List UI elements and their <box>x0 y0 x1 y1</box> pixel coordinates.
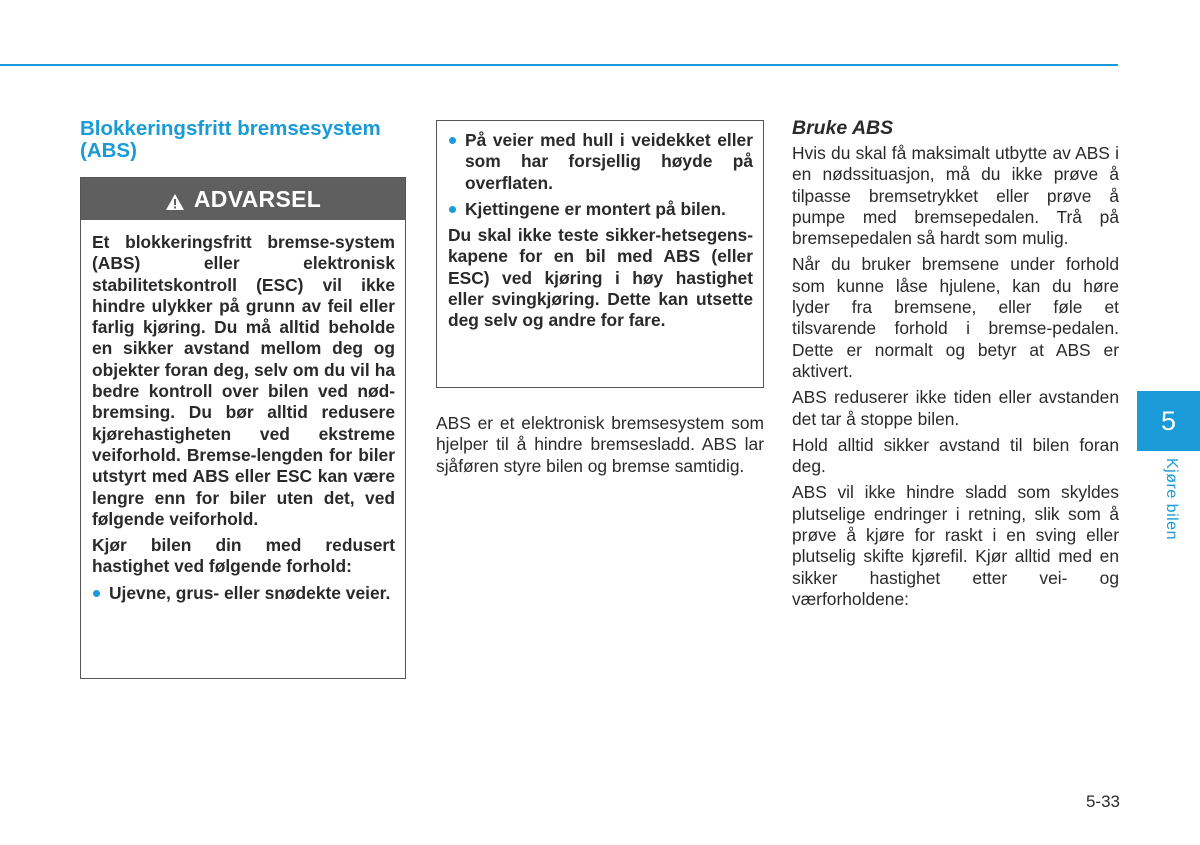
bullet-dot-icon <box>449 137 456 144</box>
chapter-number: 5 <box>1160 405 1177 436</box>
section-title: Blokkeringsfritt bremsesystem (ABS) <box>80 117 381 162</box>
warning-body <box>81 220 405 604</box>
body-paragraph: Når du bruker bremsene under forhold som kunne låse hjulene, kan du høre lyder fra bremsene, eller føle et tilsvarende forhold i bremse-pedalen. Dette er normalt og betyr at ABS er aktivert. <box>792 254 1119 381</box>
warning-bullet <box>92 583 395 604</box>
bullet-text: På veier med hull i veidekket eller som har forsjellig høyde på overflaten. <box>465 130 753 193</box>
warning-paragraph: Et blokkeringsfritt bremse-system (ABS) eller elektronisk stabilitetskontroll (ESC) vil ikke hindre ulykker på grunn av feil eller farlig kjøring. Du må alltid beholde en sikker avstand mellom deg og objekter foran deg, selv om du vil ha bedre kontroll over bilen ved nød-bremsing. Du bør alltid redusere kjørehastigheten ved ekstreme veiforhold. Bremse-lengden for biler utstyrt med ABS eller ESC kan være lengre enn for biler uten det, ved følgende veiforhold. <box>92 232 395 529</box>
warning-bullet <box>448 130 753 194</box>
warning-paragraph: Du skal ikke teste sikker-hetsegens- kapene for en bil med ABS (eller ESC) ved kjøring i høy hastighet eller svingkjøring. Dette kan utsette deg selv og andre for fare. <box>448 225 753 331</box>
bullet-dot-icon <box>449 206 456 213</box>
warning-paragraph: Kjør bilen din med redusert hastighet ved følgende forhold: <box>92 535 395 577</box>
warning-title: ADVARSEL <box>193 185 322 212</box>
warning-box-continued <box>436 120 764 388</box>
body-paragraph: ABS reduserer ikke tiden eller avstanden det tar å stoppe bilen. <box>792 387 1119 429</box>
bullet-text: Ujevne, grus- eller snødekte veier. <box>109 582 391 603</box>
bullet-text: Kjettingene er montert på bilen. <box>465 198 726 219</box>
body-paragraph: ABS vil ikke hindre sladd som skyldes plutselige endringer i retning, slik som å prøve å kjøre for raskt i en sving eller plutselig skifte kjørefil. Kjør alltid med en sikker hastighet etter vei- og værforholdene: <box>792 482 1119 609</box>
header-rule <box>0 64 1118 66</box>
using-abs-heading: Bruke ABS <box>792 117 894 139</box>
warning-box <box>80 177 406 679</box>
warning-header <box>81 178 405 220</box>
warning-triangle-icon <box>165 190 185 208</box>
bullet-dot-icon <box>93 590 100 597</box>
abs-intro-text: ABS er et elektronisk bremsesystem som hjelper til å hindre bremsesladd. ABS lar sjåføren styre bilen og bremse samtidig. <box>436 413 764 476</box>
using-abs-section <box>792 116 1119 615</box>
page-number: 5-33 <box>1085 792 1120 811</box>
warning-bullet <box>448 199 753 220</box>
body-paragraph: Hvis du skal få maksimalt utbytte av ABS i en nødssituasjon, må du ikke prøve å tilpasse bremsetrykket eller prøve å pumpe med bremsepedalen. Trå på bremsepedalen så hardt som mulig. <box>792 143 1119 249</box>
chapter-label: Kjøre bilen <box>1163 458 1180 540</box>
chapter-tab <box>1137 391 1200 451</box>
body-paragraph: Hold alltid sikker avstand til bilen foran deg. <box>792 434 1119 477</box>
